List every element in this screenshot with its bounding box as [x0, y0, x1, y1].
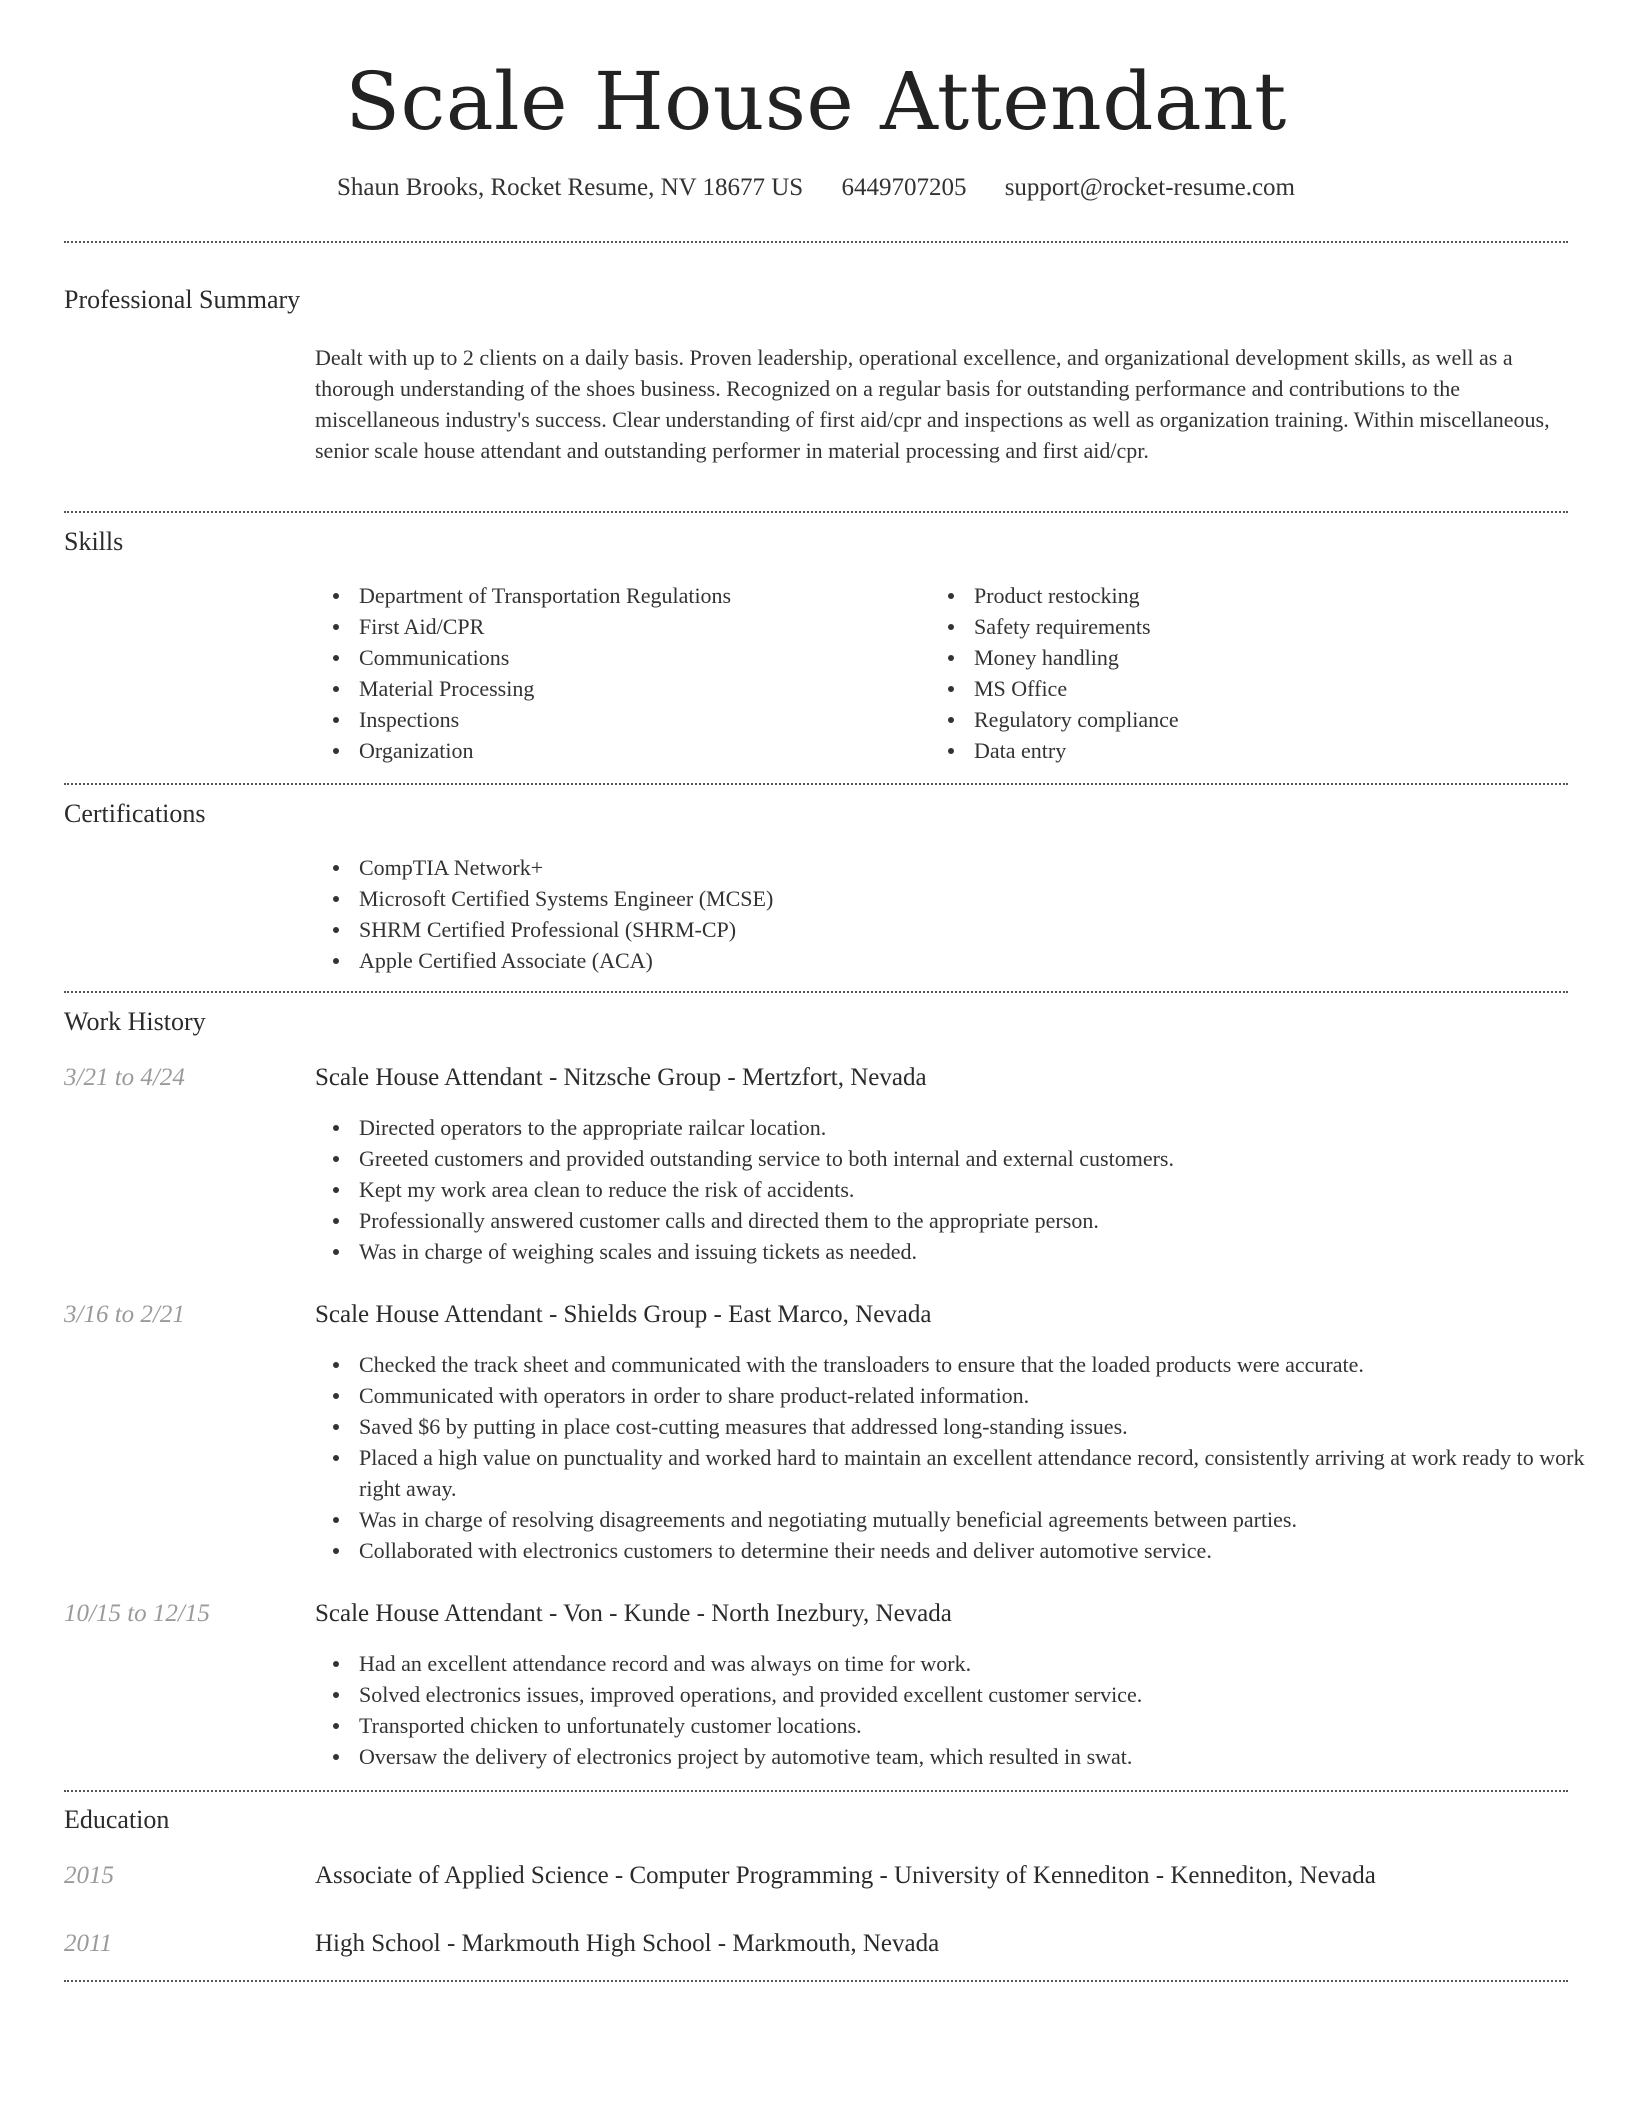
- section-divider: [64, 511, 1568, 513]
- job-bullet: Kept my work area clean to reduce the risk of accidents.: [359, 1174, 1615, 1205]
- skill-item: Inspections: [359, 704, 919, 735]
- summary-text: Dealt with up to 2 clients on a daily basis. Proven leadership, operational excellence, and organizational development skills, as well as a thorough understanding of the shoes business. Recognized on a regular basis for outstanding performance and contributions to the miscellaneous industry's success. Clear understanding of first aid/cpr and inspections as well as organization training. Within miscellaneous, senior scale house attendant and outstanding performer in material processing and first aid/cpr.: [315, 345, 1550, 463]
- section-title-skills: Skills: [64, 527, 124, 556]
- resume-title: Scale House Attendant: [345, 55, 1287, 148]
- contact-phone: 6449707205: [841, 174, 967, 201]
- job-bullet: Professionally answered customer calls and directed them to the appropriate person.: [359, 1205, 1615, 1236]
- job-bullets: [315, 1112, 1615, 1267]
- job-bullet: Placed a high value on punctuality and worked hard to maintain an excellent attendance record, consistently arriving at work ready to work right away.: [359, 1442, 1615, 1504]
- job-dates: 3/21 to 4/24: [64, 1064, 185, 1091]
- skill-item: First Aid/CPR: [359, 611, 919, 642]
- job-bullet: Oversaw the delivery of electronics project by automotive team, which resulted in swat.: [359, 1741, 1615, 1772]
- skills-list-left: [315, 580, 919, 766]
- education-year: 2015: [64, 1862, 114, 1889]
- job-title: Scale House Attendant - Nitzsche Group - Mertzfort, Nevada: [315, 1064, 927, 1091]
- job-bullet: Checked the track sheet and communicated with the transloaders to ensure that the loaded products were accurate.: [359, 1349, 1615, 1380]
- skills-list-right: [930, 580, 1534, 766]
- skill-item: Department of Transportation Regulations: [359, 580, 919, 611]
- job-dates: 3/16 to 2/21: [64, 1301, 185, 1328]
- certification-item: CompTIA Network+: [359, 852, 1559, 883]
- job-bullet: Communicated with operators in order to share product-related information.: [359, 1380, 1615, 1411]
- section-divider: [64, 241, 1568, 243]
- skill-item: Data entry: [974, 735, 1534, 766]
- contact-address: Shaun Brooks, Rocket Resume, NV 18677 US: [337, 174, 804, 201]
- job-bullet: Greeted customers and provided outstanding service to both internal and external customers.: [359, 1143, 1615, 1174]
- job-bullet: Collaborated with electronics customers to determine their needs and deliver automotive service.: [359, 1535, 1615, 1566]
- section-divider: [64, 1790, 1568, 1792]
- contact-line: [0, 170, 1632, 206]
- job-title: Scale House Attendant - Shields Group - East Marco, Nevada: [315, 1301, 932, 1328]
- job-bullet: Transported chicken to unfortunately customer locations.: [359, 1710, 1615, 1741]
- education-title: Associate of Applied Science - Computer Programming - University of Kennediton - Kennediton, Nevada: [315, 1862, 1376, 1889]
- job-bullet: Was in charge of resolving disagreements and negotiating mutually beneficial agreements between parties.: [359, 1504, 1615, 1535]
- certification-item: SHRM Certified Professional (SHRM-CP): [359, 914, 1559, 945]
- job-dates: 10/15 to 12/15: [64, 1600, 210, 1627]
- job-title: Scale House Attendant - Von - Kunde - North Inezbury, Nevada: [315, 1600, 952, 1627]
- skill-item: MS Office: [974, 673, 1534, 704]
- job-bullet: Was in charge of weighing scales and issuing tickets as needed.: [359, 1236, 1615, 1267]
- job-bullet: Saved $6 by putting in place cost-cutting measures that addressed long-standing issues.: [359, 1411, 1615, 1442]
- skill-item: Communications: [359, 642, 919, 673]
- section-title-education: Education: [64, 1805, 170, 1834]
- education-year: 2011: [64, 1930, 113, 1957]
- certifications-list: [315, 852, 1559, 976]
- skill-item: Organization: [359, 735, 919, 766]
- contact-email: support@rocket-resume.com: [1004, 174, 1295, 201]
- job-bullet: Solved electronics issues, improved operations, and provided excellent customer service.: [359, 1679, 1615, 1710]
- section-title-certifications: Certifications: [64, 799, 206, 828]
- section-divider: [64, 991, 1568, 993]
- skill-item: Product restocking: [974, 580, 1534, 611]
- section-title-summary: Professional Summary: [64, 285, 301, 314]
- certification-item: Apple Certified Associate (ACA): [359, 945, 1559, 976]
- job-bullet: Directed operators to the appropriate railcar location.: [359, 1112, 1615, 1143]
- job-bullets: [315, 1648, 1615, 1772]
- section-divider: [64, 783, 1568, 785]
- skill-item: Regulatory compliance: [974, 704, 1534, 735]
- skill-item: Safety requirements: [974, 611, 1534, 642]
- skill-item: Money handling: [974, 642, 1534, 673]
- certification-item: Microsoft Certified Systems Engineer (MCSE): [359, 883, 1559, 914]
- section-divider: [64, 1980, 1568, 1982]
- job-bullet: Had an excellent attendance record and was always on time for work.: [359, 1648, 1615, 1679]
- education-title: High School - Markmouth High School - Markmouth, Nevada: [315, 1930, 940, 1957]
- section-title-work-history: Work History: [64, 1007, 206, 1036]
- job-bullets: [315, 1349, 1615, 1566]
- skill-item: Material Processing: [359, 673, 919, 704]
